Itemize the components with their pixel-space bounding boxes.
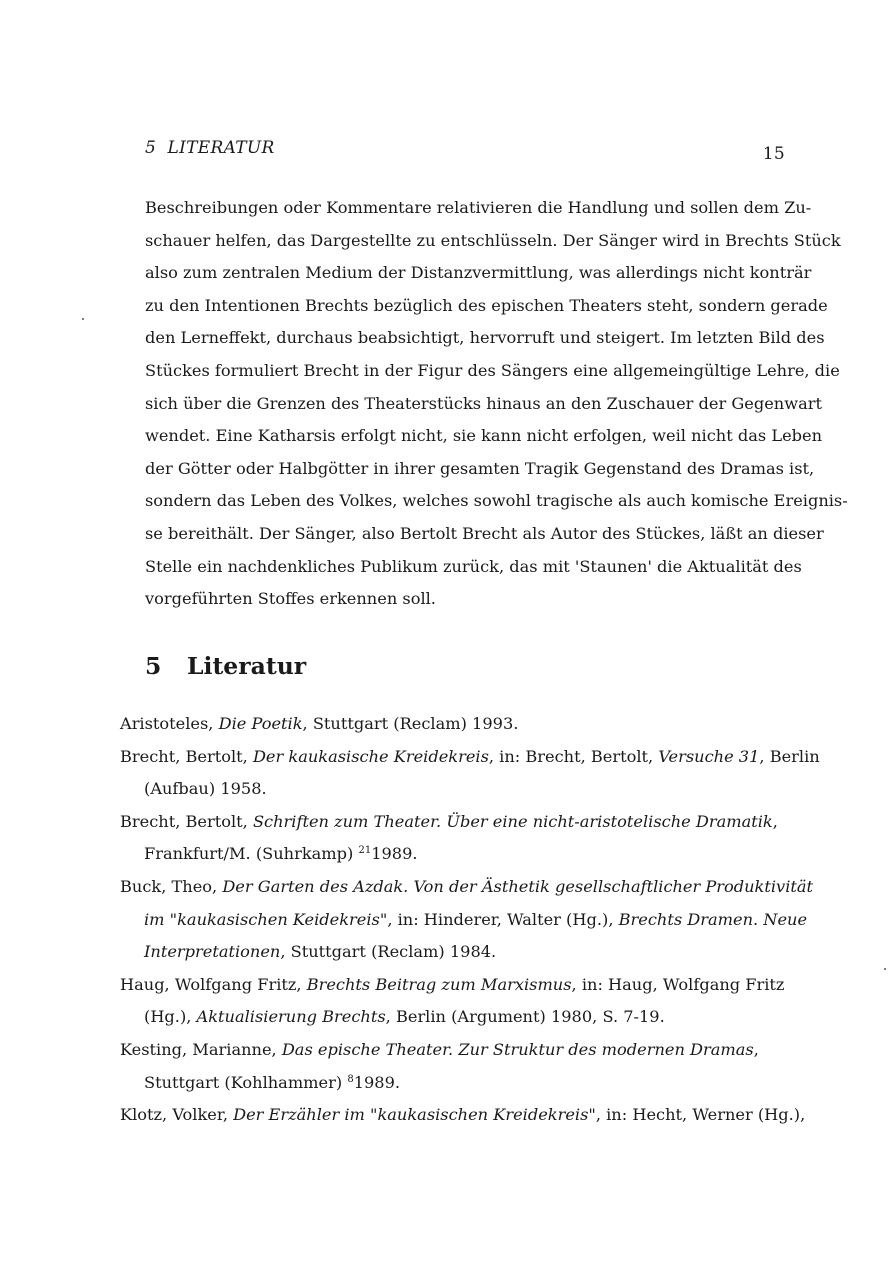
body-line: sich über die Grenzen des Theaterstücks hinaus an den Zuschauer der Gegenwart xyxy=(145,393,822,413)
entry-title: im "kaukasischen Keidekreis" xyxy=(144,909,388,929)
entry-title: Versuche 31 xyxy=(658,746,760,766)
entry-title: Die Poetik xyxy=(218,714,303,733)
bibliography-entry xyxy=(120,806,800,871)
body-line: wendet. Eine Katharsis erfolgt nicht, sie kann nicht erfolgen, weil nicht das Leben xyxy=(145,426,823,446)
entry-text: Haug, Wolfgang Fritz, xyxy=(120,974,307,994)
section-number: 5 xyxy=(145,652,162,680)
body-line: also zum zentralen Medium der Distanzvermittlung, was allerdings nicht konträr xyxy=(145,263,812,283)
entry-text: 1989. xyxy=(353,1072,401,1092)
entry-title: Brechts Dramen. Neue xyxy=(618,909,808,929)
body-line: den Lerneffekt, durchaus beabsichtigt, hervorruft und steigert. Im letzten Bild des xyxy=(145,328,825,348)
bibliography-entry xyxy=(120,1034,800,1099)
entry-line xyxy=(120,773,800,806)
entry-title: Schriften zum Theater. Über eine nicht-aristotelische Dramatik xyxy=(252,811,773,831)
header-section-label: 5 LITERATUR xyxy=(145,138,275,158)
entry-text: , in: Hecht, Werner (Hg.), xyxy=(595,1105,806,1125)
body-line: vorgeführten Stoffes erkennen soll. xyxy=(145,589,436,609)
running-header xyxy=(145,138,785,164)
entry-line xyxy=(120,936,800,969)
entry-line xyxy=(120,969,800,1002)
bibliography-entry xyxy=(120,871,814,969)
edition-superscript: 21 xyxy=(358,845,372,857)
entry-title: Interpretationen xyxy=(144,942,281,962)
entry-text: Kesting, Marianne, xyxy=(120,1039,282,1059)
entry-title: Aktualisierung Brechts xyxy=(196,1007,386,1027)
entry-title: Der kaukasische Kreidekreis xyxy=(252,746,489,766)
entry-text: , Stuttgart (Reclam) 1993. xyxy=(302,714,519,733)
bibliography-entry xyxy=(120,708,800,741)
entry-text: , Berlin (Argument) 1980, S. 7-19. xyxy=(385,1007,665,1027)
entry-line xyxy=(120,806,800,839)
bibliography-entry xyxy=(120,741,820,806)
entry-text: Brecht, Bertolt, xyxy=(120,811,253,831)
body-line: schauer helfen, das Dargestellte zu entschlüsseln. Der Sänger wird in Brechts Stück xyxy=(145,230,841,250)
entry-title: Der Garten des Azdak. Von der Ästhetik gesellschaftlicher Produktivität xyxy=(222,876,814,896)
section-title: Literatur xyxy=(187,652,307,680)
entry-text: Klotz, Volker, xyxy=(120,1105,234,1125)
body-line: Beschreibungen oder Kommentare relativieren die Handlung und sollen dem Zu- xyxy=(145,198,812,217)
section-heading xyxy=(145,652,306,680)
entry-text: , in: Haug, Wolfgang Fritz xyxy=(571,974,785,994)
page-number: 15 xyxy=(762,144,785,164)
entry-line xyxy=(120,1001,800,1034)
bibliography-entry xyxy=(120,1099,806,1132)
entry-line xyxy=(120,741,820,774)
entry-text: , in: Brecht, Bertolt, xyxy=(488,746,659,766)
entry-text: , xyxy=(753,1039,759,1059)
entry-text: , Stuttgart (Reclam) 1984. xyxy=(280,942,497,962)
entry-text: (Hg.), xyxy=(144,1007,197,1027)
entry-text: 1989. xyxy=(371,844,418,864)
body-line: se bereithält. Der Sänger, also Bertolt Brecht als Autor des Stückes, läßt an dieser xyxy=(145,523,824,543)
entry-text: Buck, Theo, xyxy=(120,876,223,896)
entry-text: Brecht, Bertolt, xyxy=(120,746,253,766)
entry-title: Der Erzähler im "kaukasischen Kreidekreis" xyxy=(233,1105,596,1125)
entry-line xyxy=(120,708,800,741)
entry-text: , Berlin xyxy=(759,746,820,766)
entry-text: Stuttgart (Kohlhammer) xyxy=(144,1072,348,1092)
entry-line xyxy=(120,1034,800,1067)
body-paragraph xyxy=(145,192,848,616)
bibliography-entry xyxy=(120,969,800,1034)
entry-line xyxy=(120,1067,800,1100)
body-line: der Götter oder Halbgötter in ihrer gesamten Tragik Gegenstand des Dramas ist, xyxy=(145,458,815,478)
body-line: Stelle ein nachdenkliches Publikum zurück, das mit 'Staunen' die Aktualität des xyxy=(145,556,802,576)
entry-text: Aristoteles, xyxy=(120,714,219,733)
entry-text: Frankfurt/M. (Suhrkamp) xyxy=(144,844,359,864)
body-line: zu den Intentionen Brechts bezüglich des epischen Theaters steht, sondern gerade xyxy=(145,295,828,315)
edition-superscript: 8 xyxy=(347,1073,354,1085)
entry-text: , xyxy=(772,811,778,831)
entry-line xyxy=(120,838,800,871)
entry-title: Das epische Theater. Zur Struktur des modernen Dramas xyxy=(281,1039,754,1059)
entry-line xyxy=(120,1099,806,1132)
entry-text: , in: Hinderer, Walter (Hg.), xyxy=(387,909,619,929)
entry-line xyxy=(120,871,814,904)
body-line: Stückes formuliert Brecht in der Figur des Sängers eine allgemeingültige Lehre, die xyxy=(145,360,840,380)
scan-speck xyxy=(884,968,886,970)
entry-line xyxy=(120,904,808,937)
scan-speck xyxy=(82,318,84,320)
entry-title: Brechts Beitrag zum Marxismus xyxy=(306,974,572,994)
body-line: sondern das Leben des Volkes, welches sowohl tragische als auch komische Ereignis- xyxy=(145,491,848,511)
bibliography-list xyxy=(120,708,820,1132)
entry-text: (Aufbau) 1958. xyxy=(144,779,267,799)
